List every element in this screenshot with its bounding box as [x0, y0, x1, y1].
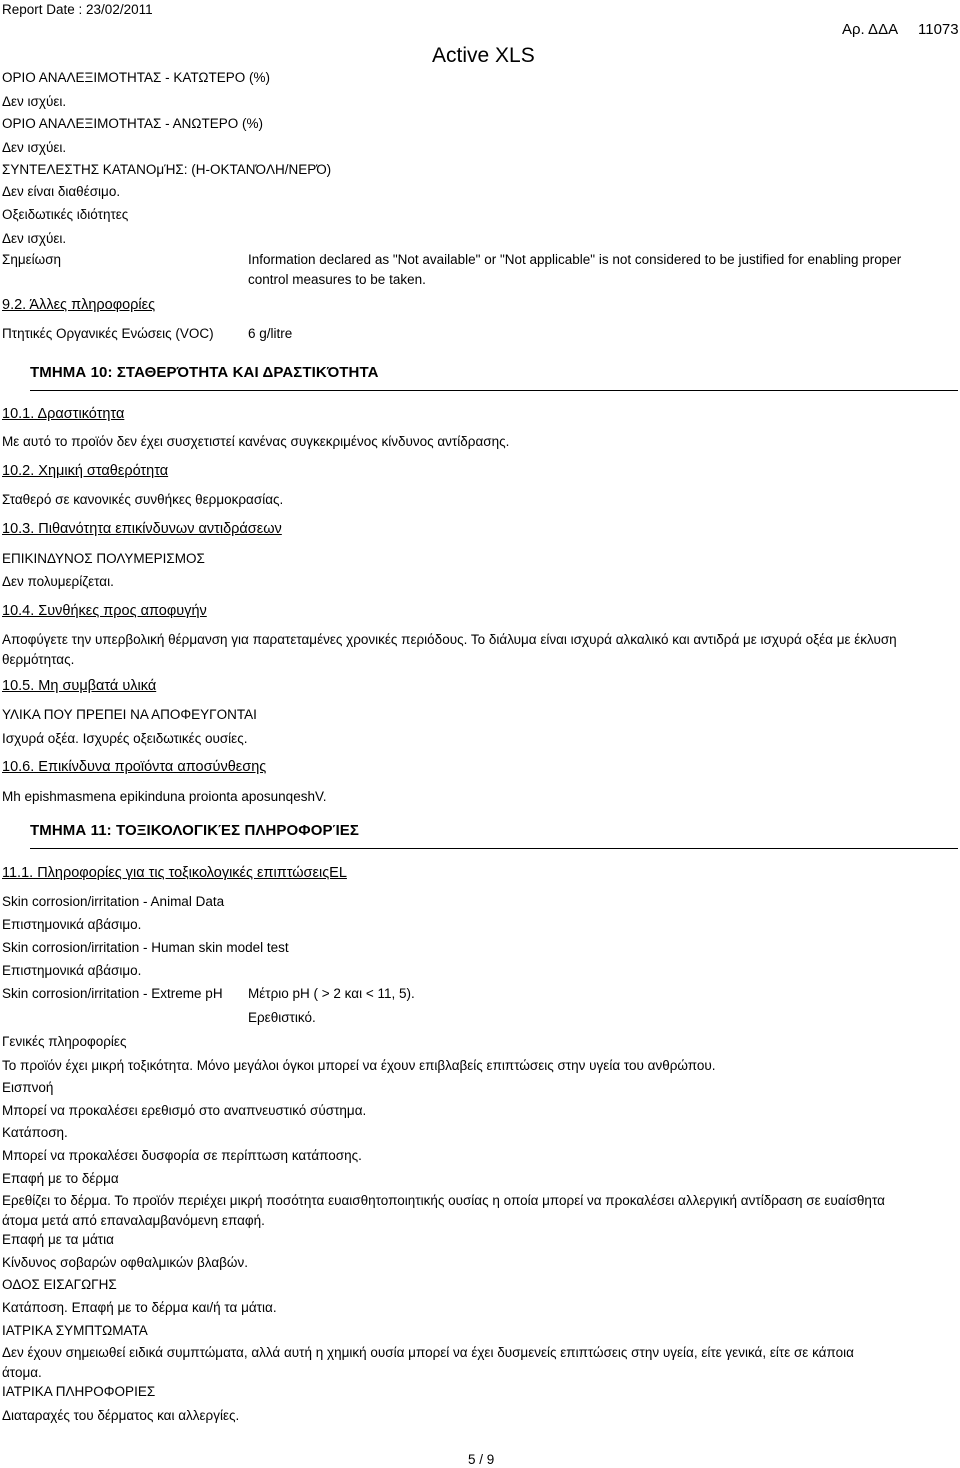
voc-value: 6 g/litre — [248, 326, 293, 341]
partition-value: Δεν είναι διαθέσιμο. — [2, 184, 121, 199]
lel-value: Δεν ισχύει. — [2, 94, 67, 109]
voc-label: Πτητικές Οργανικές Ενώσεις (VOC) — [2, 326, 214, 341]
note-label: Σημείωση — [2, 252, 62, 267]
materials-avoid-text: Ισχυρά οξέα. Ισχυρές οξειδωτικές ουσίες. — [2, 731, 248, 746]
eye-contact-text: Κίνδυνος σοβαρών οφθαλμικών βλαβών. — [2, 1255, 248, 1270]
sds-label: Αρ. ΔΔΑ — [842, 21, 899, 38]
decomposition-heading: 10.6. Επικίνδυνα προϊόντα αποσύνθεσης — [2, 759, 267, 775]
note-text: Information declared as "Not available" or "Not applicable" is not considered to be justified for enabling proper control measures to be taken. — [248, 252, 902, 287]
polymerisation-label: ΕΠΙΚΙΝΔΥΝΟΣ ΠΟΛΥΜΕΡΙΣΜΟΣ — [2, 551, 205, 566]
reactivity-text: Με αυτό το προϊόν δεν έχει συσχετιστεί κανένας συγκεκριμένος κίνδυνος αντίδρασης. — [2, 434, 510, 449]
decomposition-text: Mh epishmasmena epikinduna proionta aposunqeshV. — [2, 789, 327, 804]
section-11-title: ΤΜΗΜΑ 11: ΤΟΞΙΚΟΛΟΓΙΚΈΣ ΠΛΗΡΟΦΟΡΊΕΣ — [30, 822, 359, 839]
product-name: Active XLS — [432, 44, 535, 67]
skin-contact-text: Ερεθίζει το δέρμα. Το προϊόν περιέχει μικρή ποσότητα ευαισθητοποιητικής ουσίας η οποία μπορεί να προκαλέσει αλλεργική αντίδραση σε ευαίσθητα άτομα μετά από επαναλαμβανόμενη επαφή. — [2, 1193, 885, 1228]
general-info-text: Το προϊόν έχει μικρή τοξικότητα. Μόνο μεγάλοι όγκοι μπορεί να έχουν επιβλαβείς επιπτώσεις στην υγεία του ανθρώπου. — [2, 1058, 716, 1073]
other-info-heading: 9.2. Άλλες πληροφορίες — [2, 297, 156, 313]
ingestion-text: Μπορεί να προκαλέσει δυσφορία σε περίπτωση κατάποσης. — [2, 1148, 362, 1163]
conditions-avoid-heading: 10.4. Συνθήκες προς αποφυγήν — [2, 603, 207, 619]
general-info-label: Γενικές πληροφορίες — [2, 1034, 127, 1049]
sds-number: 11073 — [918, 21, 959, 38]
section-10-rule — [30, 390, 958, 391]
animal-data-label: Skin corrosion/irritation - Animal Data — [2, 894, 225, 909]
uel-value: Δεν ισχύει. — [2, 140, 67, 155]
symptoms-text: Δεν έχουν σημειωθεί ειδικά συμπτώματα, αλλά αυτή η χημική ουσία μπορεί να έχει δυσμενείς επιπτώσεις στην υγεία, είτε γενικά, είτε σε κάποια άτομα. — [2, 1345, 854, 1380]
human-skin-value: Επιστημονικά αβάσιμο. — [2, 963, 142, 978]
uel-label: ΟΡΙΟ ΑΝΑΛΕΞΙΜΟΤΗΤΑΣ - ΑΝΩΤΕΡΟ (%) — [2, 116, 264, 131]
section-10-title: ΤΜΗΜΑ 10: ΣΤΑΘΕΡΌΤΗΤΑ ΚΑΙ ΔΡΑΣΤΙΚΌΤΗΤΑ — [30, 364, 379, 381]
page-number: 5 / 9 — [468, 1452, 495, 1467]
oxidising-label: Οξειδωτικές ιδιότητες — [2, 207, 129, 222]
polymerisation-text: Δεν πολυμερίζεται. — [2, 574, 114, 589]
oxidising-value: Δεν ισχύει. — [2, 231, 67, 246]
extreme-ph-irritant: Ερεθιστικό. — [248, 1010, 316, 1025]
symptoms-label: ΙΑΤΡΙΚΑ ΣΥΜΠΤΩΜΑΤΑ — [2, 1323, 148, 1338]
extreme-ph-label: Skin corrosion/irritation - Extreme pH — [2, 986, 223, 1001]
report-date: Report Date : 23/02/2011 — [2, 2, 153, 17]
medical-info-text: Διαταραχές του δέρματος και αλλεργίες. — [2, 1408, 240, 1423]
inhalation-text: Μπορεί να προκαλέσει ερεθισμό στο αναπνευστικό σύστημα. — [2, 1103, 367, 1118]
inhalation-label: Εισπνοή — [2, 1080, 54, 1095]
ingestion-label: Κατάποση. — [2, 1125, 68, 1140]
stability-heading: 10.2. Χημική σταθερότητα — [2, 463, 169, 479]
section-11-rule — [30, 848, 958, 849]
partition-label: ΣΥΝΤΕΛΕΣΤΗΣ ΚΑΤΑΝΟμΉΣ: (Η-ΟΚΤΑΝΌΛΗ/ΝΕΡΌ) — [2, 162, 332, 177]
toxicology-heading: 11.1. Πληροφορίες για τις τοξικολογικές επιπτώσειςEL — [2, 865, 347, 881]
materials-avoid-label: ΥΛΙΚΑ ΠΟΥ ΠΡΕΠΕΙ ΝΑ ΑΠΟΦΕΥΓΟΝΤΑΙ — [2, 707, 257, 722]
human-skin-label: Skin corrosion/irritation - Human skin model test — [2, 940, 289, 955]
eye-contact-label: Επαφή με τα μάτια — [2, 1232, 114, 1247]
skin-contact-label: Επαφή με το δέρμα — [2, 1171, 119, 1186]
lel-label: ΟΡΙΟ ΑΝΑΛΕΞΙΜΟΤΗΤΑΣ - ΚΑΤΩΤΕΡΟ (%) — [2, 70, 271, 85]
medical-info-label: ΙΑΤΡΙΚΑ ΠΛΗΡΟΦΟΡΙΕΣ — [2, 1384, 156, 1399]
extreme-ph-value: Μέτριο pH ( > 2 και < 11, 5). — [248, 986, 415, 1001]
incompatible-heading: 10.5. Μη συμβατά υλικά — [2, 678, 157, 694]
reactivity-heading: 10.1. Δραστικότητα — [2, 406, 125, 422]
route-entry-label: ΟΔΟΣ ΕΙΣΑΓΩΓΗΣ — [2, 1277, 117, 1292]
route-entry-text: Κατάποση. Επαφή με το δέρμα και/ή τα μάτια. — [2, 1300, 277, 1315]
stability-text: Σταθερό σε κανονικές συνθήκες θερμοκρασίας. — [2, 492, 284, 507]
hazardous-reactions-heading: 10.3. Πιθανότητα επικίνδυνων αντιδράσεων — [2, 521, 282, 537]
animal-data-value: Επιστημονικά αβάσιμο. — [2, 917, 142, 932]
conditions-avoid-text: Αποφύγετε την υπερβολική θέρμανση για παρατεταμένες χρονικές περιόδους. Το διάλυμα είναι ισχυρά αλκαλικό και αντιδρά με ισχυρά οξέα με έκλυση θερμότητας. — [2, 632, 897, 667]
